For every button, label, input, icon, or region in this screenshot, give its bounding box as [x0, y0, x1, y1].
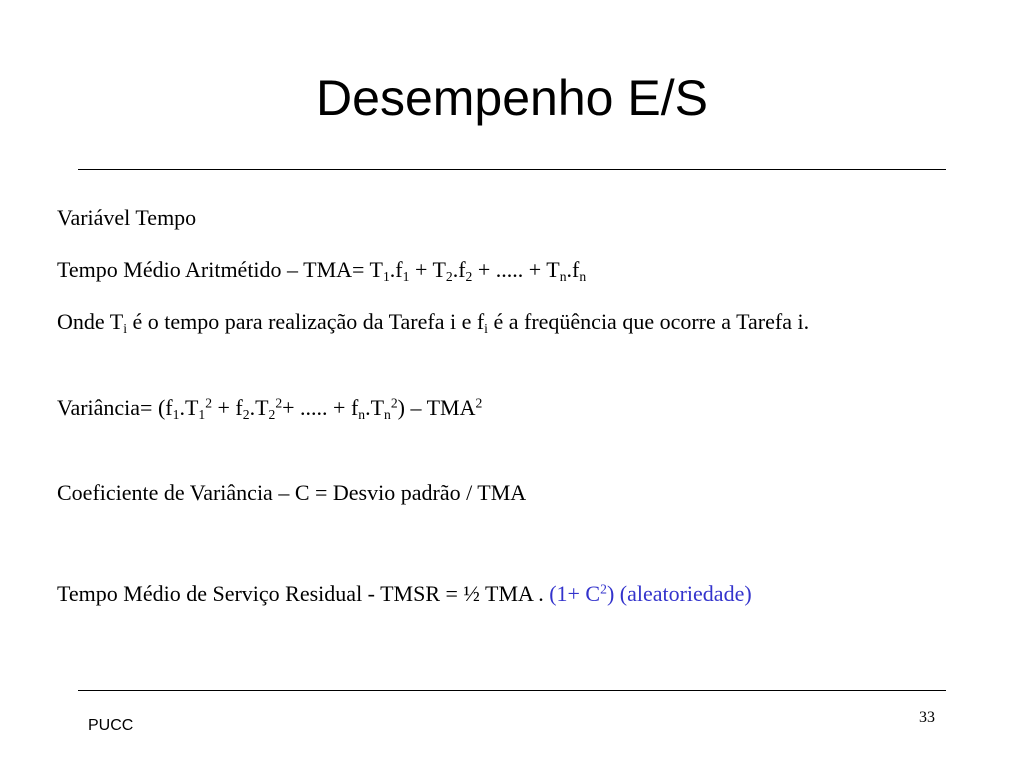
slide-title: Desempenho E/S — [316, 70, 708, 126]
text-run: Tempo Médio de Serviço Residual - TMSR = ½ TMA . — [57, 581, 550, 606]
subscript: n — [559, 268, 567, 284]
body-line-variancia-formula — [57, 392, 967, 424]
superscript: 2 — [390, 395, 398, 411]
subscript: 2 — [465, 268, 473, 284]
subscript: 2 — [242, 406, 250, 422]
subscript: i — [123, 320, 127, 336]
text-run: .f — [389, 257, 403, 282]
subscript: 1 — [198, 406, 206, 422]
text-run: .f — [452, 257, 466, 282]
superscript: 2 — [475, 395, 483, 411]
subscript: 1 — [382, 268, 390, 284]
subscript: i — [484, 320, 488, 336]
superscript: 2 — [600, 581, 607, 597]
subscript: 1 — [402, 268, 410, 284]
text-run: + ..... + f — [282, 395, 359, 420]
page-number: 33 — [919, 709, 935, 726]
text-run: Variância= (f — [57, 395, 173, 420]
text-run: é o tempo para realização da Tarefa i e f — [127, 309, 485, 334]
subscript: 2 — [268, 406, 276, 422]
text-run: + f — [212, 395, 243, 420]
text-run: .T — [249, 395, 269, 420]
bottom-divider — [78, 690, 946, 691]
accent-run: (1+ C — [549, 581, 601, 606]
text-run: ) – TMA — [397, 395, 476, 420]
superscript: 2 — [275, 395, 283, 411]
text-run: .T — [179, 395, 199, 420]
body-line-onde-definition — [57, 306, 967, 338]
top-divider — [78, 169, 946, 170]
subscript: 1 — [172, 406, 180, 422]
subscript: n — [579, 268, 587, 284]
superscript: 2 — [205, 395, 213, 411]
text-run: é a freqüência que ocorre a Tarefa i. — [487, 309, 810, 334]
body-line-variavel-tempo: Variável Tempo — [57, 205, 197, 230]
body-line-tma-formula — [57, 254, 967, 286]
subscript: n — [358, 406, 366, 422]
body-line-coeficiente: Coeficiente de Variância – C = Desvio padrão / TMA — [57, 480, 527, 505]
text-run: Tempo Médio Aritmétido – TMA= T — [57, 257, 383, 282]
text-run: Onde T — [57, 309, 124, 334]
subscript: n — [384, 406, 391, 422]
footer-label: PUCC — [88, 717, 134, 734]
text-run: .f — [566, 257, 580, 282]
body-line-tmsr — [57, 578, 967, 610]
subscript: 2 — [445, 268, 453, 284]
text-run: .T — [365, 395, 385, 420]
accent-run: ) (aleatoriedade) — [606, 581, 752, 606]
text-run: + ..... + T — [472, 257, 560, 282]
text-run: + T — [409, 257, 446, 282]
